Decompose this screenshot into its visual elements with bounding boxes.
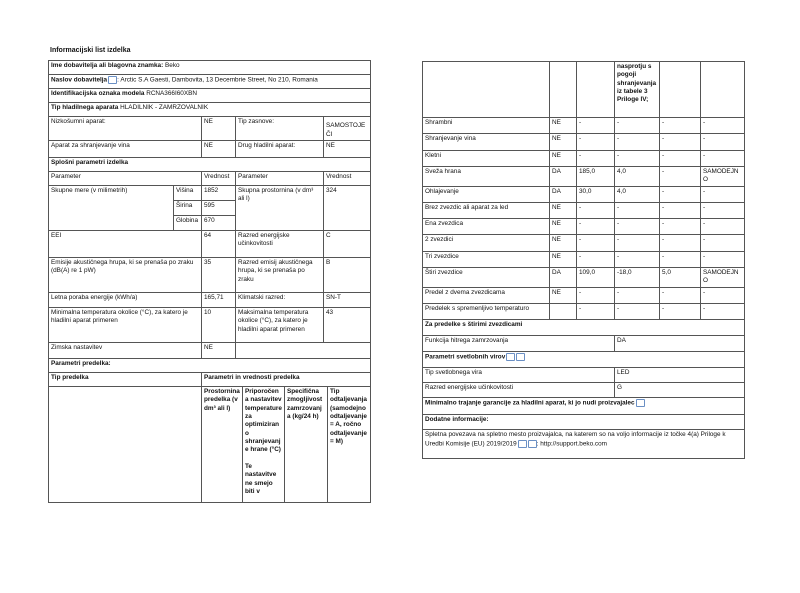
left-page-title: Informacijski list izdelka <box>50 47 131 54</box>
header-empty-1 <box>423 62 550 118</box>
comp-volume: - <box>577 251 615 267</box>
noiseclass-value: B <box>324 258 371 293</box>
height-value: 1852 <box>202 186 236 201</box>
compartment-row <box>423 219 745 235</box>
comp-defrost: - <box>701 303 745 319</box>
comp-defrost: - <box>701 235 745 251</box>
light-header-row <box>423 352 745 368</box>
comp-volume: 185,0 <box>577 166 615 186</box>
comp-temp: - <box>615 219 660 235</box>
warranty-row <box>423 398 745 415</box>
tmax-value: 43 <box>324 308 371 343</box>
comp-flag: NE <box>550 118 577 134</box>
comp-temp: 4,0 <box>615 166 660 186</box>
empty-cell <box>236 343 371 359</box>
comp-defrost: - <box>701 287 745 303</box>
comp-volume: - <box>577 134 615 150</box>
width-label: Širina <box>174 201 202 216</box>
design-value: SAMOSTOJEČI <box>324 117 371 141</box>
comp-name: Predelek s spremenljivo temperaturo <box>423 303 550 319</box>
other-value: NE <box>324 141 371 158</box>
comp-type-empty <box>49 387 202 503</box>
param-header: Parameter <box>49 172 202 186</box>
eei-label: EEI <box>49 231 202 258</box>
comp-temp: - <box>615 202 660 218</box>
comp-name: Brez zvezdic ali aparat za led <box>423 202 550 218</box>
comp-flag: NE <box>550 235 577 251</box>
address-label: Naslov dobavitelja <box>51 76 108 84</box>
eeclass-value: C <box>324 231 371 258</box>
eei-value: 64 <box>202 231 236 258</box>
fourstar-header: Za predelke s štirimi zvezdicami <box>423 320 745 336</box>
eeclass-label: Razred energijske učinkovitosti <box>236 231 324 258</box>
comp-freeze: - <box>660 235 701 251</box>
compartment-rows <box>423 118 745 320</box>
comp-name: Shrambni <box>423 118 550 134</box>
height-label: Višina <box>174 186 202 201</box>
col-temp <box>243 387 285 503</box>
lightclass-value: G <box>615 383 745 398</box>
noiseclass-label: Razred emisij akustičnega hrupa, ki se prenaša po zraku <box>236 258 324 293</box>
model-label: Identifikacijska oznaka modela <box>51 90 145 97</box>
compartment-row <box>423 202 745 218</box>
comp-name: Ena zvezdica <box>423 219 550 235</box>
depth-value: 670 <box>202 216 236 231</box>
header-empty-5 <box>701 62 745 118</box>
compartment-row <box>423 166 745 186</box>
comp-defrost: - <box>701 251 745 267</box>
link-icon[interactable] <box>518 440 527 448</box>
comp-temp: - <box>615 235 660 251</box>
lighttype-value: LED <box>615 368 745 383</box>
comp-name: Kletni <box>423 150 550 166</box>
comp-defrost: SAMODEJNO <box>701 166 745 186</box>
comp-volume: - <box>577 287 615 303</box>
col-volume: Prostornina predelka (v dm³ ali l) <box>202 387 243 503</box>
supplier-label: Ime dobavitelja ali blagovna znamka: <box>51 62 164 69</box>
type-label: Tip hladilnega aparata <box>51 104 119 111</box>
tmax-label: Maksimalna temperatura okolice (°C), za katero je hladilni aparat primeren <box>236 308 324 343</box>
comp-type-header: Tip predelka <box>49 373 202 387</box>
col-temp-text: Priporočena nastavitev temperature za optimizirano shranjevanje hrane (°C) <box>245 388 282 454</box>
value-header-2: Vrednost <box>324 172 371 186</box>
comp-freeze: - <box>660 202 701 218</box>
comp-temp: - <box>615 251 660 267</box>
comp-defrost: - <box>701 202 745 218</box>
additional-header: Dodatne informacije: <box>423 415 745 430</box>
comp-name: Predel z dvema zvezdicama <box>423 287 550 303</box>
compartment-row <box>423 186 745 202</box>
comp-freeze: - <box>660 186 701 202</box>
comp-flag: NE <box>550 251 577 267</box>
right-info-sheet <box>422 61 745 459</box>
comp-freeze: 5,0 <box>660 268 701 288</box>
comp-volume: - <box>577 303 615 319</box>
compartment-row <box>423 134 745 150</box>
comp-freeze: - <box>660 303 701 319</box>
climate-value: SN-T <box>324 293 371 308</box>
comp-temp: -18,0 <box>615 268 660 288</box>
model-row <box>49 89 371 103</box>
comp-flag: NE <box>550 150 577 166</box>
comp-flag: DA <box>550 166 577 186</box>
comp-name: Sveža hrana <box>423 166 550 186</box>
compartment-row <box>423 118 745 134</box>
support-link[interactable]: : http://support.beko.com <box>536 440 607 448</box>
comp-flag: NE <box>550 219 577 235</box>
comp-volume: - <box>577 219 615 235</box>
comp-defrost: - <box>701 150 745 166</box>
col-temp-note: Te nastavitve ne smejo biti v <box>245 462 277 495</box>
comp-volume: 109,0 <box>577 268 615 288</box>
light-header: Parametri svetlobnih virov <box>425 353 506 361</box>
comp-name: Ohlajevanje <box>423 186 550 202</box>
noise-label: Emisije akustičnega hrupa, ki se prenaša po zraku (dB(A) re 1 pW) <box>49 258 202 293</box>
design-label: Tip zasnove: <box>236 117 324 141</box>
type-row <box>49 103 371 117</box>
compartment-row <box>423 150 745 166</box>
comp-name: 2 zvezdici <box>423 235 550 251</box>
warranty-label: Minimalno trajanje garancije za hladilni aparat, ki jo nudi proizvajalec <box>425 399 635 407</box>
compartment-row <box>423 235 745 251</box>
header-empty-3 <box>577 62 615 118</box>
value-header: Vrednost <box>202 172 236 186</box>
comp-flag: NE <box>550 287 577 303</box>
compartment-row <box>423 251 745 267</box>
header-empty-2 <box>550 62 577 118</box>
additional-row <box>423 430 745 459</box>
comp-values-header: Parametri in vrednosti predelka <box>202 373 371 387</box>
additional-text: Spletna povezava na spletno mesto proizvajalca, na katerem so na voljo informacije iz točke 4(a) Priloge k Uredbi Komisije (EU) 2019/2019 <box>425 431 726 448</box>
col-defrost: Tip odtaljevanja (samodejno odtaljevanje = A, ročno odtaljevanje = M) <box>328 387 371 503</box>
comp-temp: - <box>615 150 660 166</box>
other-label: Drug hladilni aparat: <box>236 141 324 158</box>
comp-defrost: SAMODEJNO <box>701 268 745 288</box>
comp-freeze: - <box>660 287 701 303</box>
comp-flag: NE <box>550 134 577 150</box>
compartment-row <box>423 268 745 288</box>
comp-volume: - <box>577 118 615 134</box>
winter-label: Zimska nastavitev <box>49 343 202 359</box>
comp-freeze: - <box>660 150 701 166</box>
link-icon[interactable] <box>528 440 537 448</box>
comp-defrost: - <box>701 219 745 235</box>
extra-table <box>422 319 745 459</box>
comp-flag: DA <box>550 186 577 202</box>
comp-temp: 4,0 <box>615 186 660 202</box>
noise-value: 35 <box>202 258 236 293</box>
lighttype-label: Tip svetlobnega vira <box>423 368 615 383</box>
comp-freeze: - <box>660 251 701 267</box>
comp-flag: DA <box>550 268 577 288</box>
comp-params-header: Parametri predelka: <box>49 359 371 373</box>
volume-label: Skupna prostornina (v dm³ ali l) <box>236 186 324 231</box>
link-icon[interactable] <box>516 353 525 361</box>
volume-value: 324 <box>324 186 371 231</box>
comp-temp: - <box>615 287 660 303</box>
link-icon[interactable] <box>108 76 117 84</box>
comp-temp: - <box>615 303 660 319</box>
link-icon[interactable] <box>636 399 645 407</box>
comp-defrost: - <box>701 118 745 134</box>
comp-flag: NE <box>550 202 577 218</box>
comp-temp: - <box>615 118 660 134</box>
col-freeze: Specifična zmogljivost zamrzovanja (kg/24 h) <box>285 387 328 503</box>
energy-value: 165,71 <box>202 293 236 308</box>
model-value: RCNA366I60XBN <box>146 90 197 97</box>
supplier-value: Beko <box>165 62 180 69</box>
address-row <box>49 75 371 89</box>
comp-defrost: - <box>701 186 745 202</box>
comp-name: Štiri zvezdice <box>423 268 550 288</box>
supplier-row <box>49 61 371 75</box>
comp-freeze: - <box>660 118 701 134</box>
lownoise-value: NE <box>202 117 236 141</box>
comp-freeze: - <box>660 219 701 235</box>
left-info-sheet <box>48 60 371 503</box>
comp-volume: - <box>577 202 615 218</box>
comp-volume: - <box>577 235 615 251</box>
comp-volume: - <box>577 150 615 166</box>
param-header-2: Parameter <box>236 172 324 186</box>
dims-label: Skupne mere (v milimetrih) <box>49 186 174 231</box>
comp-freeze: - <box>660 166 701 186</box>
climate-label: Klimatski razred: <box>236 293 324 308</box>
tmin-value: 10 <box>202 308 236 343</box>
depth-label: Globina <box>174 216 202 231</box>
header-empty-4 <box>660 62 701 118</box>
compartment-row <box>423 287 745 303</box>
comp-defrost: - <box>701 134 745 150</box>
tmin-label: Minimalna temperatura okolice (°C), za katero je hladilni aparat primeren <box>49 308 202 343</box>
comp-name: Shranjevanje vina <box>423 134 550 150</box>
comp-freeze: - <box>660 134 701 150</box>
lownoise-label: Nizkošumni aparat: <box>49 117 202 141</box>
comp-temp: - <box>615 134 660 150</box>
winter-value: NE <box>202 343 236 359</box>
compartment-row <box>423 303 745 319</box>
energy-label: Letna poraba energije (kWh/a) <box>49 293 202 308</box>
compartment-continued-table <box>422 61 745 320</box>
comp-name: Tri zvezdice <box>423 251 550 267</box>
supplier-table <box>48 60 371 359</box>
wine-label: Aparat za shranjevanje vina <box>49 141 202 158</box>
compartment-table <box>48 358 371 503</box>
general-header: Splošni parametri izdelka <box>49 158 371 172</box>
wine-value: NE <box>202 141 236 158</box>
header-continued: nasprotju s pogoji shranjevanja iz tabele 3 Priloge IV; <box>615 62 660 118</box>
address-value: : Arctic S.A Gaesti, Dambovita, 13 Decembrie Street, No 210, Romania <box>117 76 318 84</box>
fastfreeze-value: DA <box>615 336 745 352</box>
comp-volume: 30,0 <box>577 186 615 202</box>
fastfreeze-label: Funkcija hitrega zamrzovanja <box>423 336 615 352</box>
comp-flag <box>550 303 577 319</box>
link-icon[interactable] <box>506 353 515 361</box>
lightclass-label: Razred energijske učinkovitosti <box>423 383 615 398</box>
width-value: 595 <box>202 201 236 216</box>
type-value: HLADILNIK - ZAMRZOVALNIK <box>120 104 209 111</box>
